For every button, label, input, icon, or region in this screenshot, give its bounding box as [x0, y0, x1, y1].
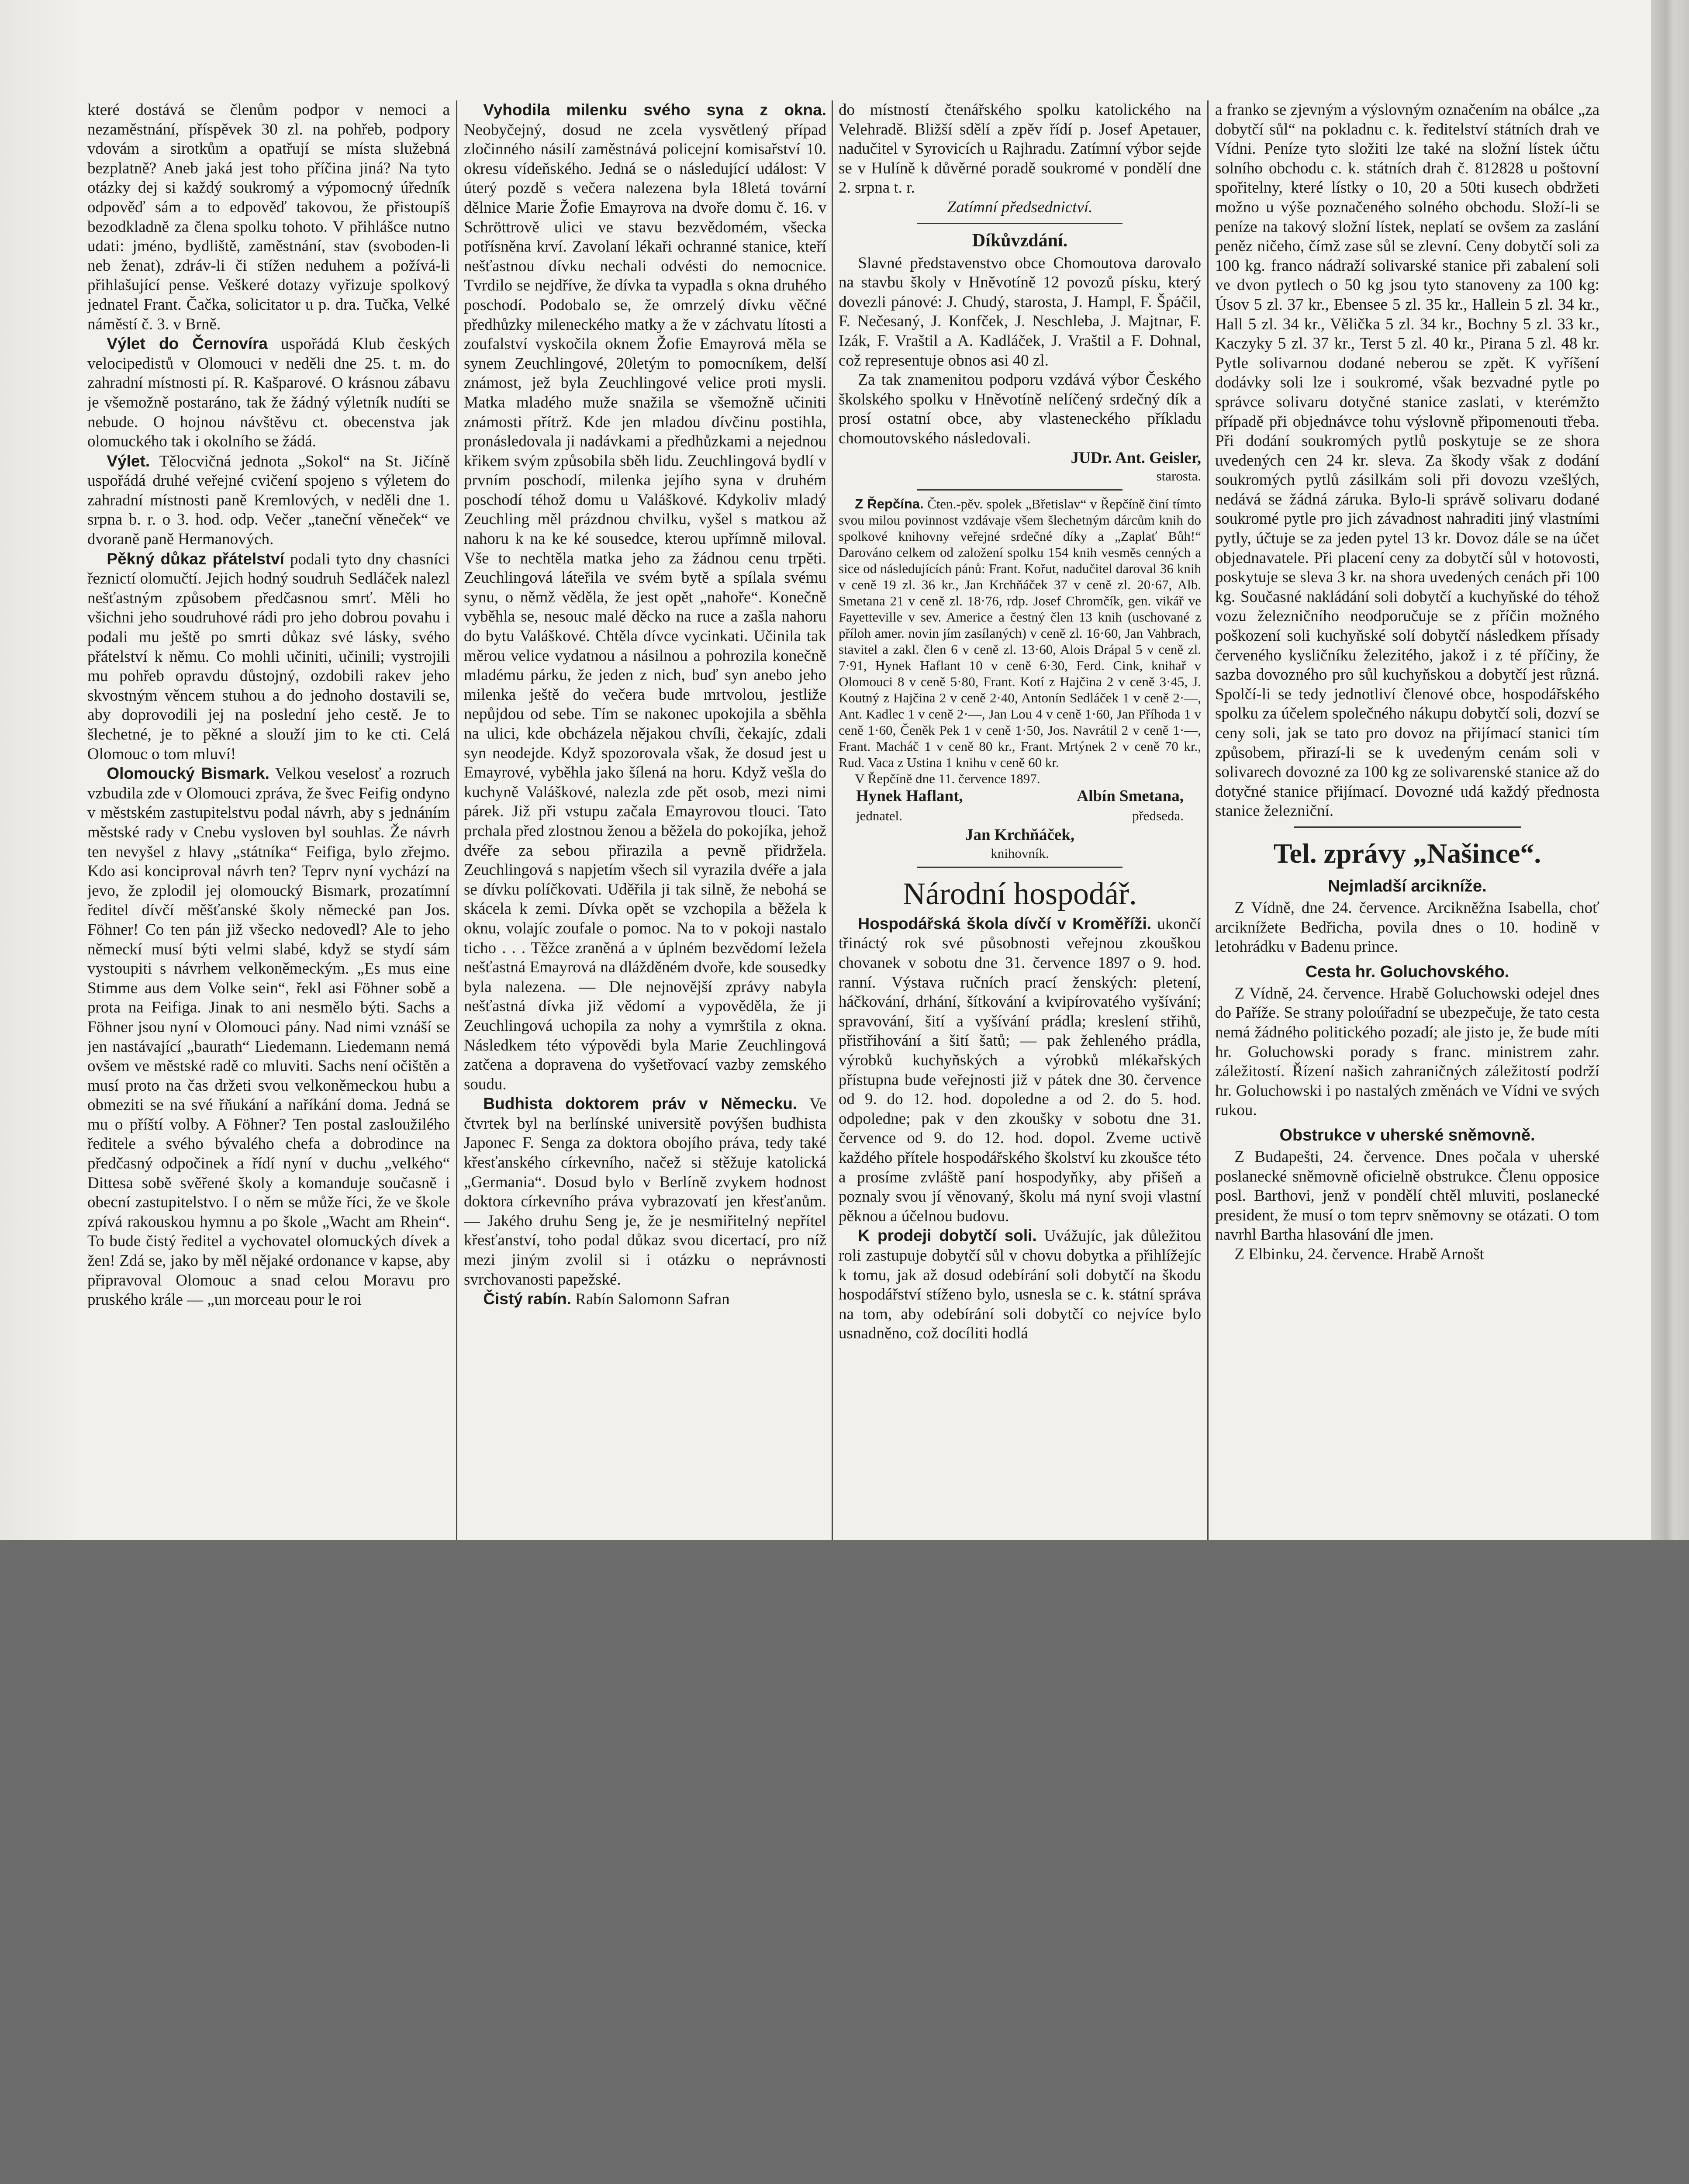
article-text: Slavné představenstvo obce Chomoutova darovalo na stavbu školy v Hněvotíně 12 povozů písku, který dovezli pánové: J. Chudý, starosta, J. Hampl, F. Špáčil, F. Nečesaný, J. Konfček, J. Neschleba, J. Majtnar, F. Izák, F. Vraštil a A. Kadláček, J. Vraštil a F. Dohnal, což representuje obnos asi 40 zl.: [839, 254, 1201, 370]
article-paragraph: [87, 549, 450, 764]
article-heading: Budhista doktorem práv v Německu.: [483, 1095, 798, 1113]
article-text: Z Vídně, dne 24. července. Arcikněžna Isabella, choť arciknížete Bedřicha, povila dnes o 10. hodině v letohrádku v Badenu prince.: [1215, 898, 1599, 956]
article-heading: Čistý rabín.: [483, 1290, 571, 1308]
article-paragraph: [87, 452, 450, 549]
article-text: Neobyčejný, dosud ne zcela vysvětlený případ zločinného násilí zaměstnává policejní komisařství 10. okresu vídeňského. Jedná se o následující událost: V úterý pozdě s večera nalezena byla 18letá tovární dělnice Marie Žofie Emayrova na dvoře domu č. 16. v Schröttrově ulici ve stavu bezvědomém, všecka potřísněna krví. Zavolaní lékaři ochranné stanice, kteří nešťastnou dívku nechali odvésti do nemocnice. Tvrdilo se nejdříve, že dívka ta vypadla s okna druhého poschodí. Podobalo se, že omrzelý dívku věčné předhůzky mileneckého matky a že v záchvatu lítosti a zoufalství vyskočila oknem Žofie Emayrová měla se synem Zeuchlingové, 20letým to pomocníkem, delší známost, jež byla Zeuchlingové velice proti mysli. Matka mladého muže snažila se všemožně učiniti známosti přítrž. Kde jen mladou dívčinu postihla, pronásledovala ji nadávkami a předhůzkami a nejednou křikem svým způsobila sběh lidu. Zeuchlingová bydlí v prvním poschodí, milenka jejího syna v druhém poschodí téhož domu u Valáškové. Kdykoliv mladý Zeuchling měl prázdnou chvilku, vyšel s matkou až nahoru k na ke ké sousedce, kterou upřímně miloval. Vše to nechtěla matka jeho za žádnou cenu trpěti. Zeuchlingová láteřila ve svém bytě a spílala svému synu, o němž věděla, že jest opět „nahoře“. Konečně vyběhla se, nesouc malé děcko na ruce a zašla nahoru do bytu Valáškové. Chtěla dívce vycinkati. Učinila tak měrou velice vydatnou a násilnou a pohrozila konečně mladému párku, že jeden z nich, buď syn anebo jeho milenka ještě do večera bude mrtvolou, jestliže nepůjdou od sebe. Tím se nakonec upokojila a sběhla na ulici, kde obcházela nějakou chvíli, čekajíc, zdali syn neodejde. Když spozorovala však, že dosud jest u Emayrové, vyběhla jako šílená na horu. Když vešla do kuchyně Valáškové, nalezla zde pět osob, mezi nimi párek. Již při vstupu začala Emayrovou tlouci. Tato prchala před zlostnou ženou a běžela do pokojíka, jehož dvéře za sebou přirazila a pevně přidržela. Zeuchlingová s napjetím všech sil vyrazila dvéře a jala se dívku políčkovati. Uděřila ji tak silně, že nebohá se skácela k zemi. Dívka opět se vzchopila a běžela k oknu, volajíc zoufale o pomoc. Na to v pokoji nastalo ticho . . . Těžce zraněná a v úplném bezvědomí ležela nešťastná Emayrová na dlážděném dvoře, kde sousedky byla nalezena. — Dle nejnovější zprávy nabyla nešťastná dívka již vědomí a vypověděla, že ji Zeuchlingová uchopila za nohy a vymrštila z okna. Následkem této výpovědi byla Marie Zeuchlingová zatčena a dopravena do vyšetřovací vazby zemského soudu.: [464, 121, 826, 1093]
article-paragraph: [87, 334, 450, 452]
article-heading: Výlet do Černovíra: [107, 335, 268, 353]
article-paragraph: [839, 914, 1201, 1227]
article-text: Uvážujíc, jak důležitou roli zastupuje dobytčí sůl v chovu dobytka a přihlížejíc k tomu, jak až dosud odebírání soli dobytčí na škodu hospodářství stíženo bylo, usnesla se c. k. státní správa na tom, aby odebírání soli dobytčí co nejvíce bylo usnadněno, což docíliti hodlá: [839, 1227, 1201, 1343]
article-text: uspořádá Klub českých velocipedistů v Olomouci v neděli dne 25. t. m. do zahradní místnosti pí. R. Kašparové. O krásnou zábavu je všemožně postaráno, tak že žádný výletník nudíti se nebude. O hojnou návštěvu ct. obecenstva jak olomuckého tak i okolního se žádá.: [87, 335, 450, 451]
article-heading: Hospodářská škola dívčí v Kroměříži.: [858, 914, 1152, 933]
article-paragraph: [464, 1289, 826, 1310]
article-heading: Vyhodila milenku svého syna z okna.: [483, 101, 826, 119]
column-2: [464, 100, 826, 1540]
article-heading: Cesta hr. Goluchovského.: [1305, 962, 1509, 981]
article-paragraph: [464, 100, 826, 1094]
signature-title: starosta.: [1156, 468, 1201, 484]
article-heading: Nejmladší arcikníže.: [1328, 877, 1487, 895]
section-title: Tel. zprávy „Našince“.: [1273, 837, 1541, 869]
section-heading: Díkůvzdání.: [972, 230, 1068, 251]
signature-title: knihovník.: [991, 845, 1049, 861]
article-heading: Výlet.: [107, 452, 150, 470]
signature: Zatímní předsednictví.: [947, 198, 1093, 216]
article-date: V Řepčíně dne 11. července 1897.: [855, 771, 1040, 787]
article-text: které dostává se členům podpor v nemoci a nezaměstnání, příspěvek 30 zl. na pohřeb, podpory vdovám a sirotkům a opatřují se místa služebná bezplatně? Aneb jaká jest toho příčina jiná? Na tyto otázky dej si každý soukromý a výpomocný úředník odpověď sám a to edpověď takovou, že přistoupíš bezodkladně za člena spolku tohoto. V přihlášce nutno udati: jméno, bydliště, zaměstnání, stav (svoboden-li neb ženat), zdráv-li či stížen neduhem a požívá-li přihlašující pense. Veškeré dotazy vyřizuje spolkový jednatel Frant. Čačka, solicitator u p. dra. Tučka, Velké náměstí č. 3. v Brně.: [87, 101, 450, 333]
column-1: [87, 100, 450, 1540]
column-rule: [1207, 100, 1209, 1540]
divider: [917, 223, 1123, 224]
article-paragraph: [464, 1094, 826, 1289]
article-paragraph: [839, 1226, 1201, 1344]
divider: [917, 489, 1123, 491]
signature-title: jednatel.: [856, 808, 902, 823]
article-text: Rabín Salomonn Safran: [571, 1290, 730, 1309]
article-text: Ve čtvrtek byl na berlínské universitě povýšen budhista Japonec F. Senga za doktora obojího práva, tedy také křesťanského církevního, načež si stěžuje katolická „Germania“. Dosud bylo v Berlíně zvykem hodnost doktora církevního práva vybrazovatí jen křesťanům. — Jakého druhu Seng je, že je nesmiřitelný nepřítel křesťanství, toho podal důkaz svou dicertací, pro níž mezi jiným zvolil si i otázku o neprávnosti svrchovanosti papežské.: [464, 1095, 826, 1289]
signature-title: předseda.: [1132, 808, 1184, 823]
page-margin: [0, 0, 76, 1540]
column-rule: [832, 100, 833, 1540]
article-text: Velkou veselosť a rozruch vzbudila zde v Olomouci zpráva, že švec Feifig ondyno v městském zastupitelstvu podal návrh, aby s jednáním městské rady v Cnebu vysloven byl souhlas. Že návrh ten nevyšel z hlavy „státníka“ Feifiga, bylo zřejmo. Kdo asi konciproval návrh ten? Teprv nyní vychází na jevo, že zplodil jej olomoucký Bismark, prozatímní ředitel dívčí měšťanské školy německé pan Jos. Föhner! Co ten pán již všecko nedovedl? Ale to jeho německí musí býti velmi slabé, když se stydí sám vystoupiti s návrhem velkoněmeckým. „Es mus eine Stimme aus dem Volke sein“, řekl asi Föhner sobě a prota na Feifiga. Jinak to ani nesmělo býti. Sachs a Föhner jsou nyní v Olomouci pány. Nad nimi vznáší se jen nastávající „baurath“ Liedemann. Liedemann nemá ovšem ve městské radě co mluviti. Sachs není očištěn a musí proto na čas držeti svou velkoněmeckou hubu a obmeziti se na své řňukání a naříkání doma. Jedná se mu o příští volby. A Föhner? Ten postal zasloužilého ředitele a svého bývalého chefa a dobrodince na předčasný odpočinek a řídí nyní v duchu „velkého“ Dittesa sobě svěřené školy a komanduje současně i obecní zastupitelstvo. I o něm se může říci, že ve škole zpívá rakouskou hymnu a po škole „Wacht am Rhein“. To bude čistý ředitel a vychovatel olomuckých dívek a žen! Zdá se, jako by měl nějaké ordonance v kapse, aby připravoval Olomouc a snad celou Moravu pro pruského krále — „un morceau pour le roi: [87, 765, 450, 1309]
column-3: [839, 100, 1201, 1540]
article-text: Čten.-pěv. spolek „Břetislav“ v Řepčíně činí tímto svou milou povinnost vzdávaje všem šlechetným dárcům knih do spolkové knihovny veřejné srdečné díky a „Zaplať Bůh!“ Darováno celkem od založení spolku 154 knih vesměs cenných a sice od následujících pánů: Frant. Kořut, nadučitel daroval 36 knih v ceně 19 zl. 36 kr., Jan Krchňáček 37 v ceně zl. 20·67, Alb. Smetana 21 v ceně zl. 18·76, rdp. Josef Chromčík, gen. vikář ve Fayetteville v sev. Americe a čestný člen 13 knih (uschované z příloh amer. novin jím zasílaných) v ceně zl. 16·60, Jan Vahbrach, stavitel a zakl. člen 6 v ceně zl. 13·60, Alois Drápal 5 v ceně zl. 7·91, Hynek Haflant 10 v ceně 6·30, Ferd. Cink, knihař v Olomouci 8 v ceně 5·80, Frant. Kotí z Hajčina 2 v ceně 3·45, J. Koutný z Hajčina 2 v ceně 2·40, Antonín Sedláček 1 v ceně 2·—, Ant. Kadlec 1 v ceně 2·—, Jan Lou 4 v ceně 1·60, Jan Příhoda 1 v ceně 1·60, Čeněk Pek 1 v ceně 1·50, Jos. Navrátil 2 v ceně 1·—, Frant. Macháč 1 v ceně 80 kr., Frant. Mrtýnek 2 v ceně 70 kr., Rud. Vaca z Ustina 1 knihu v ceně 60 kr.: [839, 496, 1201, 771]
article-paragraph: [839, 496, 1201, 771]
article-text: Z Elbinku, 24. července. Hrabě Arnošt: [1234, 1245, 1484, 1263]
column-4: [1215, 100, 1599, 1540]
divider: [917, 867, 1123, 868]
article-text: Z Vídně, 24. července. Hrabě Goluchowski odejel dnes do Paříže. Se strany poloúřadní se ubezpečuje, že tato cesta nemá žádného politického pozadí; ale jisto je, že bude míti hr. Goluchowski porady s franc. ministrem zahr. záležitostí. Řízení našich zahraničných záležitostí podrží hr. Goluchowski i po nastalých změnách ve Vídni ve svých rukou.: [1215, 984, 1599, 1120]
signatures: [839, 787, 1201, 806]
divider: [1294, 826, 1521, 828]
article-text: ukončí třináctý rok své působnosti veřejnou zkouškou chovanek v sobotu dne 31. července 1897 o 9. hod. ranní. Výstava ručních prací ženských: pletení, háčkování, drhání, šítkování a kvipírovatého vyšívání; spravování, šití a vyšívání prádla; kreslení střihů, přistřihování a šití šatů; — pak žehleného prádla, výrobků kuchyňských a výrobků mlékařských přístupna bude veřejnosti již v pátek dne 30. července od 9. do 12. hod. dopoledne a od 2. do 5. hod. odpoledne; pak v den zkoušky v sobotu dne 31. července od 9. do 12. hod. dopol. Zveme uctivě každého přítele hospodářského školství ku zkoušce této a prosíme zvláště paní hospodyňky, aby přišeň a poznaly svou jí věnovaný, školu má nyní svoji vlastní pěknou a účelnou budovu.: [839, 915, 1201, 1225]
article-text: a franko se zjevným a výslovným označením na obálce „za dobytčí sůl“ na pokladnu c. k. ředitelství státních drah ve Vídni. Peníze tyto složiti lze také na složní lístek účtu solního obchodu c. k. státních drah č. 812828 u poštovní spořitelny, které lístky o 10, 20 a 50ti kusech obdržeti možno u výše poznačeného solného obchodu. Složí-li se peníze na takový složní lístek, neplatí se ovšem za zaslání peněz ničeho, čímž zase sůl se zlevní. Ceny dobytčí soli za 100 kg. franco nádraží solivarské stanice při zabalení soli ve dvon pytlech o 50 kg jsou tyto stanoveny za 100 kg: Úsov 5 zl. 37 kr., Ebensee 5 zl. 35 kr., Hallein 5 zl. 34 kr., Hall 5 zl. 34 kr., Vělička 5 zl. 34 kr., Bochny 5 zl. 33 kr., Kaczyky 5 zl. 37 kr., Terst 5 zl. 40 kr., Pirana 5 zl. 48 kr. Pytle solivarnou dodané neberou se zpět. K vyříšení dodávky soli lze i soukromé, však bezvadné pytle po správce solivaru dotyčné stanice zaslati, v kterémžto případě při objednávce tohu výslovně připomenouti třeba. Při dodání soukromých pytlů poskytuje se ze shora uvedených cen 24 kr. sleva. Za škody však z dodání soukromých pytlů zásilkám soli při dovozu vzešlých, nedává se žádná záruka. Bylo-li správě solivaru dodané soukromé pytle pro jich závadnost nahraditi jiný vlastními pytly, účtuje se za jeden pytel 13 kr. Dovoz dále se na účet objednavatele. Při placení ceny za dobytčí sůl v hotovosti, poskytuje se sleva 3 kr. na shora uvedených cenách při 100 kg. Současné nakládání soli dobytčí a kuchyňské do téhož vozu železničního neodporučuje se z příčin možného poškození soli kuchyňské solí dobytčí následkem přísady červeného kysličníku železitého, jakož i z té příčiny, že sazba dovozného pro sůl kuchyňskou a dobytčí jest různá. Spolčí-li se tedy jednotliví členové obce, hospodářského spolku za účelem společného nákupu dobytčí soli, dozví se ceny soli, jak se tato pro dovoz na přijímací stanici tím způsobem, přirazí-li se k uvedeným cenám soli v solivarech dovozné za 100 kg ze solivarenské stanice až do dotyčné stanice přijímací. Dovozné udá každý přednosta stanice železniční.: [1215, 101, 1599, 820]
section-title: Národní hospodář.: [903, 876, 1137, 911]
signature: Jan Krchňáček,: [965, 826, 1075, 844]
article-text: do místností čtenářského spolku katolického na Velehradě. Bližší sdělí a zpěv řídí p. Josef Apetauer, nadučitel v Syrovicích u Rajhradu. Zatímní výbor sejde se v Hulíně k důvěrné poradě soukromé v pondělí dne 2. srpna t. r.: [839, 101, 1201, 197]
article-text: Tělocvičná jednota „Sokol“ na St. Jičíně uspořádá druhé veřejné cvičení spojeno s výletem do zahradní místnosti paně Kremlových, v neděli dne 1. srpna b. r. o 3. hod. odp. Večer „taneční věneček“ ve dvoraně paně Hermanových.: [87, 452, 450, 549]
article-heading: Z Řepčína.: [855, 496, 924, 512]
article-heading: Obstrukce v uherské sněmovně.: [1279, 1126, 1535, 1144]
article-heading: K prodeji dobytčí soli.: [858, 1227, 1037, 1245]
article-paragraph: [87, 764, 450, 1310]
article-text: Z Budapešti, 24. července. Dnes počala v uherské poslanecké sněmovně oficielně obstrukce. Členu opposice posl. Barthovi, jenž v pondělí chtěl mluviti, poslanecké president, že musí o tom teprv sněmovny se otázati. O tom navrhl Bartha hlasování dle jmen.: [1215, 1147, 1599, 1244]
article-heading: Pěkný důkaz přátelství: [107, 549, 284, 568]
binding-edge: [1651, 0, 1689, 1540]
signature: Hynek Haflant,: [856, 787, 963, 805]
signature: Albín Smetana,: [1077, 787, 1184, 805]
signature: JUDr. Ant. Geisler,: [1071, 449, 1201, 467]
article-text: Za tak znamenitou podporu vzdává výbor Českého školského spolku v Hněvotíně nelíčený srdečný dík a prosí ostatní obce, aby vlasteneckého příkladu chomoutovského následovali.: [839, 371, 1201, 447]
column-rule: [456, 100, 457, 1540]
article-heading: Olomoucký Bismark.: [107, 764, 269, 783]
signature-titles: [839, 806, 1201, 826]
article-text: podali tyto dny chasníci řeznictí olomučtí. Jejich hodný soudruh Sedláček nalezl nešťastným způsobem předčasnou smrť. Měli ho všichni jeho soudruhové rádi pro jeho dobrou povahu i podali mu ještě po smrti důkaz své lásky, svého přátelství k němu. Co mohli učiniti, učinili; vystrojili mu pohřeb opravdu důstojný, ozdobili rakev jeho skvostným věncem stuhou a do jednoho dostavili se, aby doprovodili jej na poslední jeho cestě. Je to šlechetné, je to pěkné a slouží jim to ke cti. Celá Olomouc o tom mluví!: [87, 550, 450, 763]
